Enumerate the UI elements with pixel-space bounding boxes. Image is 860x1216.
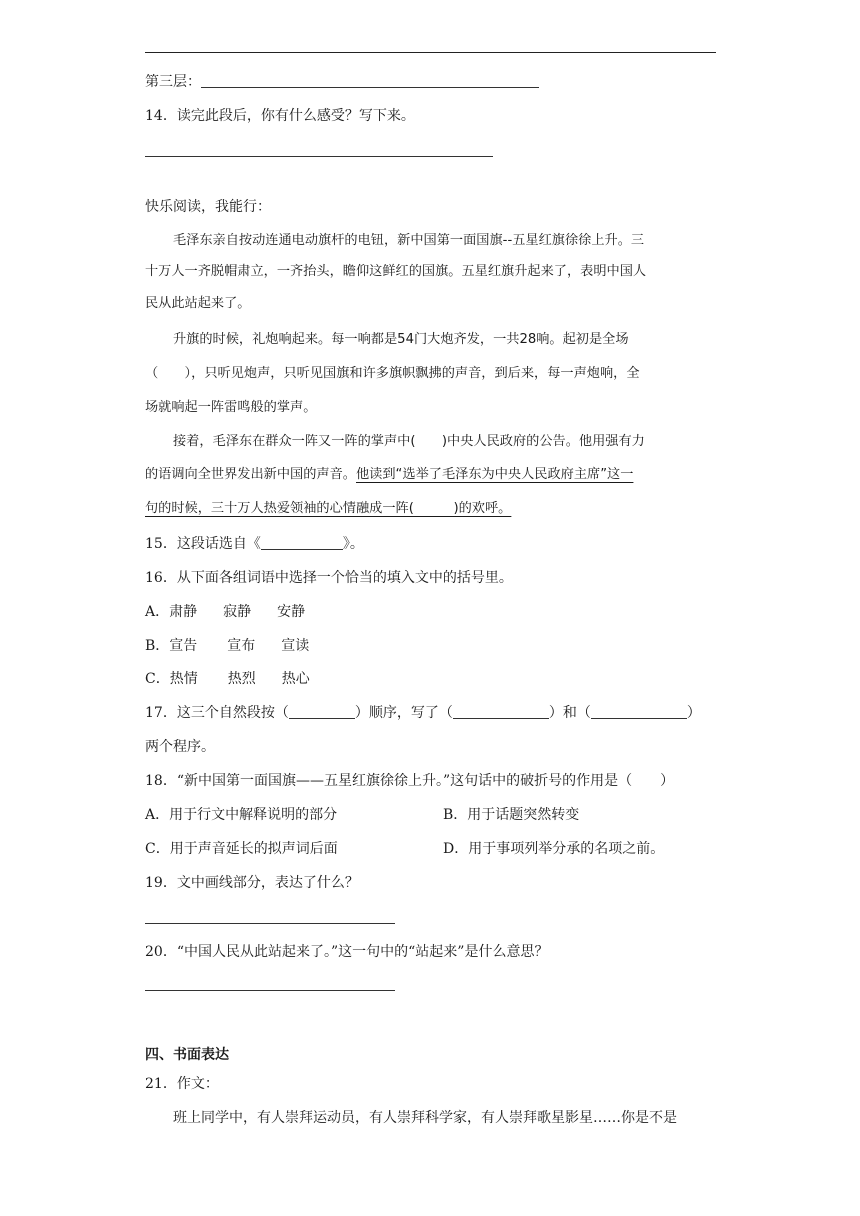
q17-blank-program2[interactable] [591, 704, 687, 719]
q21-prompt-text: 班上同学中，有人崇拜运动员，有人崇拜科学家，有人崇拜歌星影星……你是不是 [173, 1110, 677, 1126]
q18-option-d[interactable]: D．用于事项列举分承的名项之前。 [443, 841, 665, 857]
q17-text-c: ）和（ [548, 705, 591, 721]
layer3-answer-blank[interactable] [201, 73, 539, 88]
q17-blank-program1[interactable] [453, 704, 549, 719]
word: 安静 [277, 604, 306, 620]
option-label: B． [145, 638, 170, 654]
q21-label: 21．作文： [145, 1076, 219, 1092]
passage-p1-line1: 毛泽东亲自按动连通电动旗杆的电钮，新中国第一面国旗--五星红旗徐徐上升。三 [173, 233, 645, 248]
underlined-sentence-part1: 他读到“选举了毛泽东为中央人民政府主席”这一 [356, 467, 634, 482]
section4-title: 四、书面表达 [145, 1047, 229, 1063]
q15-line [145, 534, 364, 554]
q19-text: 19．文中画线部分，表达了什么？ [145, 875, 359, 891]
passage-p2-line3: 场就响起一阵雷鸣般的掌声。 [145, 400, 317, 415]
q18-option-c[interactable]: C．用于声音延长的拟声词后面 [145, 841, 338, 857]
q14-text: 14．读完此段后，你有什么感受？写下来。 [145, 108, 415, 124]
word: 宣读 [281, 638, 310, 654]
reading-title: 快乐阅读，我能行： [145, 199, 271, 215]
q19-answer-line[interactable] [145, 923, 395, 924]
q18-option-a[interactable]: A．用于行文中解释说明的部分 [145, 807, 338, 823]
underlined-sentence-part2: 句的时候，三十万人热爱领袖的心情融成一阵( )的欢呼。 [145, 501, 512, 516]
word: 寂静 [223, 604, 252, 620]
q17-text-d: ） [686, 705, 701, 721]
passage-p1-line3: 民从此站起来了。 [145, 296, 251, 311]
q17-line1 [145, 703, 701, 723]
q18-text: 18．“新中国第一面国旗——五星红旗徐徐上升。”这句话中的破折号的作用是（ ） [145, 773, 675, 789]
layer3-label: 第三层： [145, 74, 201, 90]
q15-suffix: 》。 [342, 536, 364, 552]
word: 宣告 [169, 638, 198, 654]
q14-answer-line[interactable] [145, 156, 493, 157]
q17-line2: 两个程序。 [145, 739, 215, 755]
word: 宣布 [227, 638, 256, 654]
q16-option-a[interactable] [145, 602, 305, 622]
passage-p3-line2-plain: 的语调向全世界发出新中国的声音。 [145, 467, 356, 482]
q15-prefix: 15．这段话选自《 [145, 536, 261, 552]
word: 肃静 [169, 604, 198, 620]
option-label: C． [145, 671, 170, 687]
word: 热情 [169, 671, 198, 687]
q20-text: 20．“中国人民从此站起来了。”这一句中的“站起来”是什么意思？ [145, 944, 549, 960]
q17-text-a: 17．这三个自然段按（ [145, 705, 289, 721]
passage-p1-line2: 十万人一齐脱帽肃立，一齐抬头，瞻仰这鲜红的国旗。五星红旗升起来了，表明中国人 [145, 264, 647, 279]
q17-blank-order[interactable] [289, 704, 355, 719]
q15-blank[interactable] [261, 535, 343, 550]
q16-text: 16．从下面各组词语中选择一个恰当的填入文中的括号里。 [145, 570, 513, 586]
q16-option-c[interactable] [145, 669, 310, 689]
passage-p3-line2 [145, 465, 633, 485]
passage-p2-line2: （ ），只听见炮声，只听见国旗和许多旗帜飘拂的声音，到后来，每一声炮响，全 [145, 366, 640, 381]
passage-p3-line1: 接着，毛泽东在群众一阵又一阵的掌声中( )中央人民政府的公告。他用强有力 [173, 434, 645, 449]
q16-option-b[interactable] [145, 636, 309, 656]
layer3-line [145, 72, 539, 92]
word: 热烈 [227, 671, 256, 687]
header-rule [145, 52, 716, 53]
word: 热心 [281, 671, 310, 687]
q17-text-b: ）顺序，写了（ [354, 705, 453, 721]
passage-p2-line1: 升旗的时候，礼炮响起来。每一响都是54门大炮齐发，一共28响。起初是全场 [173, 332, 629, 347]
q20-answer-line[interactable] [145, 990, 395, 991]
q18-option-b[interactable]: B．用于话题突然转变 [443, 807, 580, 823]
option-label: A． [145, 604, 170, 620]
